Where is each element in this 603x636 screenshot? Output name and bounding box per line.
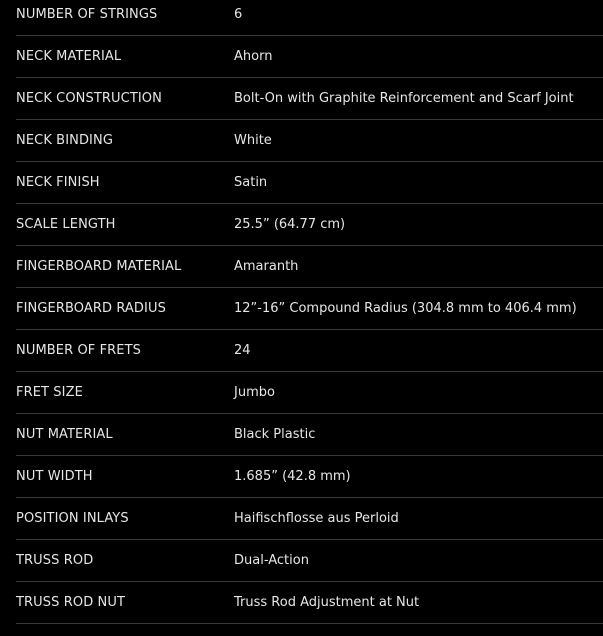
spec-value: Bolt-On with Graphite Reinforcement and Scarf Joint	[234, 91, 574, 106]
spec-label: POSITION INLAYS	[16, 511, 129, 526]
spec-label: NUMBER OF FRETS	[16, 343, 142, 358]
spec-row-fingerboard-material	[16, 246, 603, 288]
spec-value: Satin	[234, 175, 268, 190]
spec-row-nut-material	[16, 414, 603, 456]
spec-row-number-of-strings	[16, 0, 603, 36]
spec-row-neck-binding	[16, 120, 603, 162]
spec-label: NECK BINDING	[16, 133, 113, 148]
spec-label: TRUSS ROD	[16, 553, 94, 568]
spec-value: 12”-16” Compound Radius (304.8 mm to 406.4 mm)	[234, 301, 577, 316]
spec-value: Ahorn	[234, 49, 273, 64]
spec-value: 1.685” (42.8 mm)	[234, 469, 351, 484]
spec-label: NUT WIDTH	[16, 469, 93, 484]
spec-row-number-of-frets	[16, 330, 603, 372]
spec-value: Dual-Action	[234, 553, 309, 568]
spec-value: 24	[234, 343, 251, 358]
spec-value: Truss Rod Adjustment at Nut	[234, 595, 420, 610]
spec-value: Haifischflosse aus Perloid	[234, 511, 399, 526]
spec-label: TRUSS ROD NUT	[16, 595, 126, 610]
spec-label: NECK CONSTRUCTION	[16, 91, 162, 106]
spec-value: Jumbo	[234, 385, 275, 400]
spec-row-position-inlays	[16, 498, 603, 540]
spec-row-neck-construction	[16, 78, 603, 120]
spec-value: White	[234, 133, 272, 148]
spec-value: 25.5” (64.77 cm)	[234, 217, 346, 232]
spec-value: 6	[234, 7, 243, 22]
spec-label: FINGERBOARD MATERIAL	[16, 259, 182, 274]
spec-label: NUMBER OF STRINGS	[16, 7, 158, 22]
spec-value: Black Plastic	[234, 427, 316, 442]
spec-row-truss-rod-nut	[16, 582, 603, 624]
spec-label: NUT MATERIAL	[16, 427, 113, 442]
spec-value: Amaranth	[234, 259, 299, 274]
spec-row-fingerboard-radius	[16, 288, 603, 330]
spec-row-scale-length	[16, 204, 603, 246]
spec-row-truss-rod	[16, 540, 603, 582]
spec-row-neck-material	[16, 36, 603, 78]
spec-label: NECK MATERIAL	[16, 49, 122, 64]
spec-label: FINGERBOARD RADIUS	[16, 301, 166, 316]
spec-label: SCALE LENGTH	[16, 217, 116, 232]
spec-row-nut-width	[16, 456, 603, 498]
spec-label: FRET SIZE	[16, 385, 83, 400]
spec-row-neck-finish	[16, 162, 603, 204]
spec-label: NECK FINISH	[16, 175, 100, 190]
spec-row-fret-size	[16, 372, 603, 414]
